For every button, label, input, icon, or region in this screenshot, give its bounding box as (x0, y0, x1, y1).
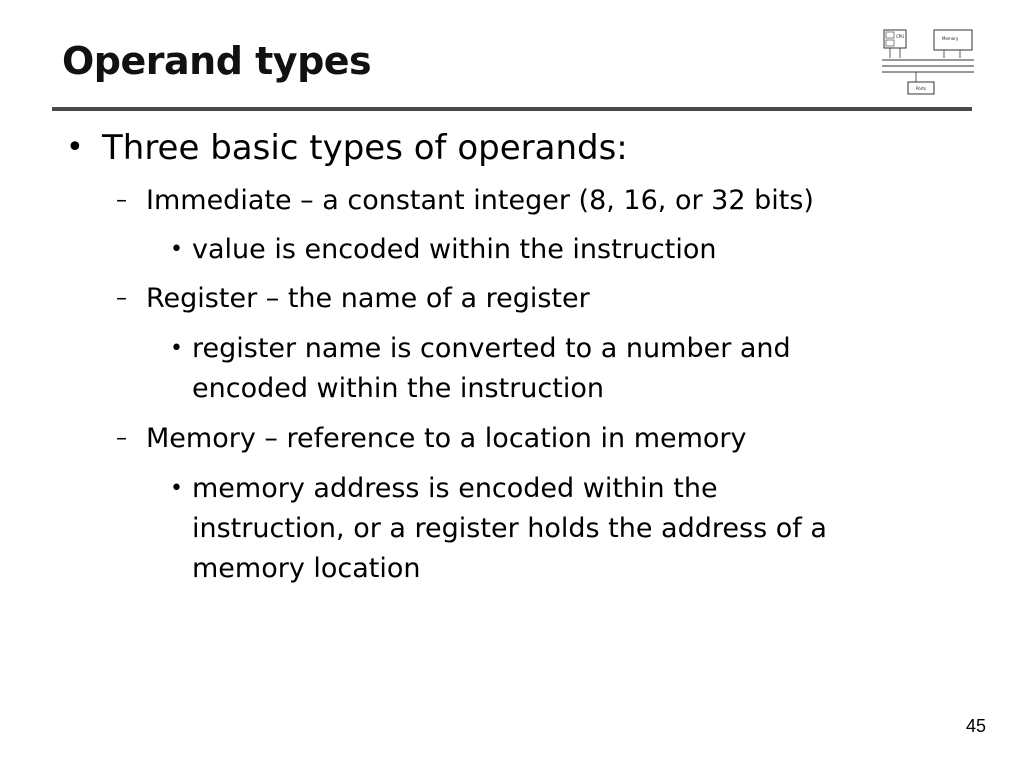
bullet-register: Register – the name of a register (146, 283, 590, 314)
bullet-memory-detail-line2: instruction, or a register holds the address of a (192, 513, 827, 544)
bullet-marker: • (170, 476, 183, 501)
bullet-register-detail-line1: register name is converted to a number and (192, 333, 791, 364)
slide-title: Operand types (62, 39, 372, 83)
diagram-memory-label: Memory (942, 36, 959, 41)
computer-architecture-diagram-icon (880, 28, 976, 96)
bullet-register-detail-line2: encoded within the instruction (192, 373, 604, 404)
title-underline (52, 107, 972, 111)
bullet-memory: Memory – reference to a location in memory (146, 423, 747, 454)
diagram-ports-label: Ports (916, 86, 927, 91)
page-number: 45 (965, 716, 986, 736)
bullet-immediate-detail: value is encoded within the instruction (192, 234, 717, 265)
bullet-marker: • (170, 237, 183, 262)
bullet-marker: • (66, 130, 84, 165)
bullet-memory-detail-line1: memory address is encoded within the (192, 473, 718, 504)
bullet-memory-detail-line3: memory location (192, 553, 421, 584)
dash-marker: – (116, 426, 127, 451)
diagram-cpu-label: CPU (896, 34, 905, 39)
dash-marker: – (116, 286, 127, 311)
bullet-immediate: Immediate – a constant integer (8, 16, or 32 bits) (146, 185, 814, 216)
bullet-marker: • (170, 336, 183, 361)
bullet-main: Three basic types of operands: (102, 128, 628, 168)
dash-marker: – (116, 188, 127, 213)
